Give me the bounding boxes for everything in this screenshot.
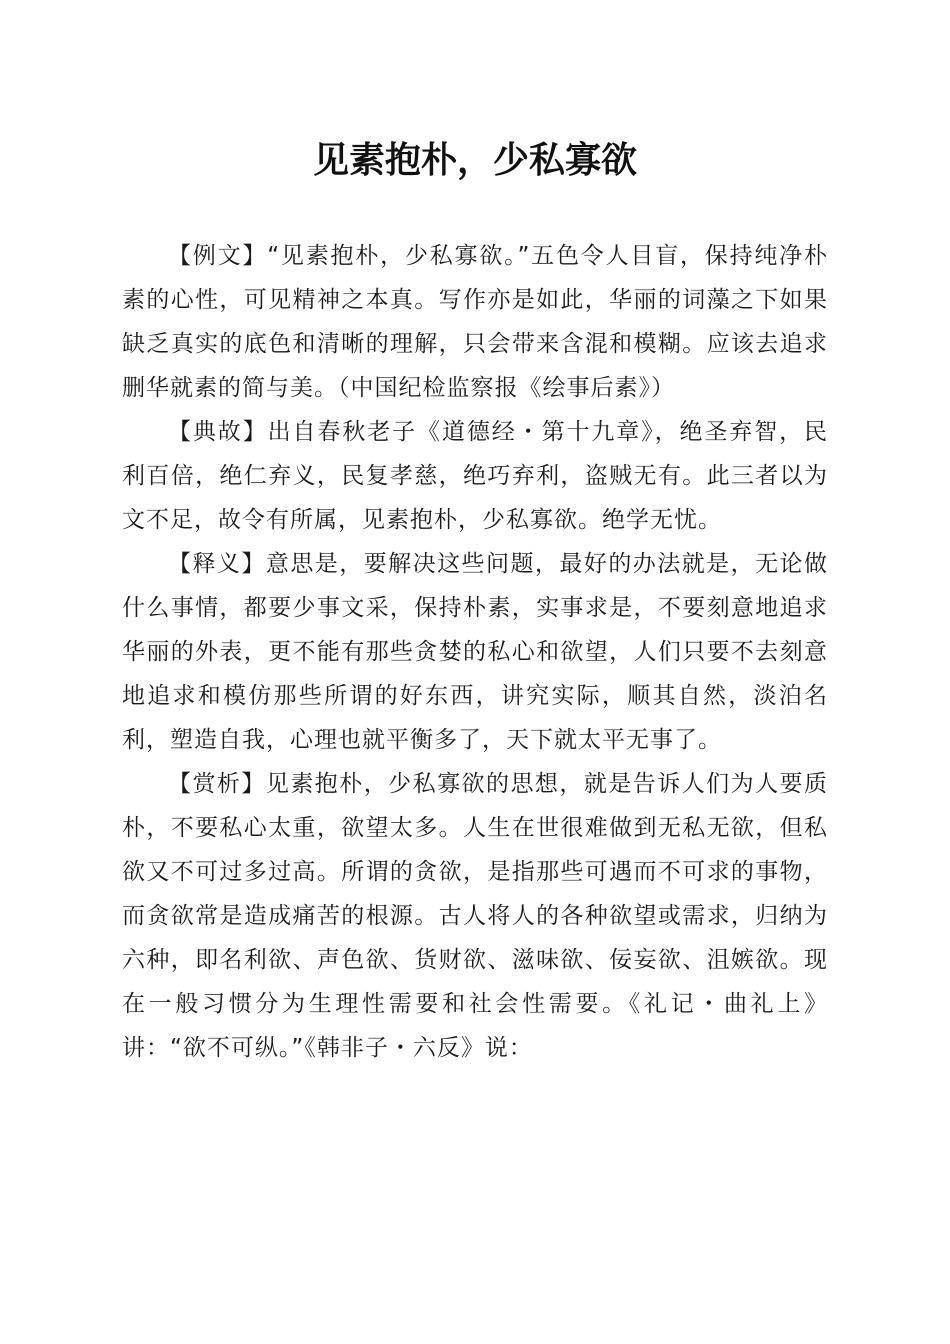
page-title: 见素抱朴，少私寡欲 bbox=[312, 139, 637, 181]
paragraph-appreciation bbox=[122, 762, 828, 1070]
paragraph-tag: 【例文】 bbox=[168, 243, 268, 269]
paragraph-text: 出自春秋老子《道德经・第十九章》，绝圣弃智，民利百倍，绝仁弃义，民复孝慈，绝巧弃利，盗贼无有。此三者以为文不足，故令有所属，见素抱朴，少私寡欲。绝学无忧。 bbox=[122, 419, 829, 533]
document-body bbox=[122, 234, 828, 1070]
paragraph-text: 见素抱朴，少私寡欲的思想，就是告诉人们为人要质朴，不要私心太重，欲望太多。人生在世很难做到无私无欲，但私欲又不可过多过高。所谓的贪欲，是指那些可遇而不可求的事物，而贪欲常是造成痛苦的根源。古人将人的各种欲望或需求，归纳为六种，即名利欲、声色欲、货财欲、滋味欲、佞妄欲、沮嫉欲。现在一般习惯分为生理性需要和社会性需要。《礼记・曲礼上》讲：“欲不可纵。”《韩非子・六反》说： bbox=[122, 771, 829, 1061]
paragraph-tag: 【典故】 bbox=[168, 419, 268, 445]
paragraph-text: 意思是，要解决这些问题，最好的办法就是，无论做什么事情，都要少事文采，保持朴素，实事求是，不要刻意地追求华丽的外表，更不能有那些贪婪的私心和欲望，人们只要不去刻意地追求和模仿那些所谓的好东西，讲究实际，顺其自然，淡泊名利，塑造自我，心理也就平衡多了，天下就太平无事了。 bbox=[122, 551, 829, 753]
paragraph-allusion bbox=[122, 410, 828, 542]
paragraph-tag: 【释义】 bbox=[168, 551, 266, 577]
paragraph-tag: 【赏析】 bbox=[168, 771, 266, 797]
paragraph-interpretation bbox=[122, 542, 828, 762]
paragraph-text: “见素抱朴，少私寡欲。”五色令人目盲，保持纯净朴素的心性，可见精神之本真。写作亦是如此，华丽的词藻之下如果缺乏真实的底色和清晰的理解，只会带来含混和模糊。应该去追求删华就素的简与美。（中国纪检监察报《绘事后素》） bbox=[122, 243, 828, 401]
paragraph-example bbox=[122, 234, 828, 410]
